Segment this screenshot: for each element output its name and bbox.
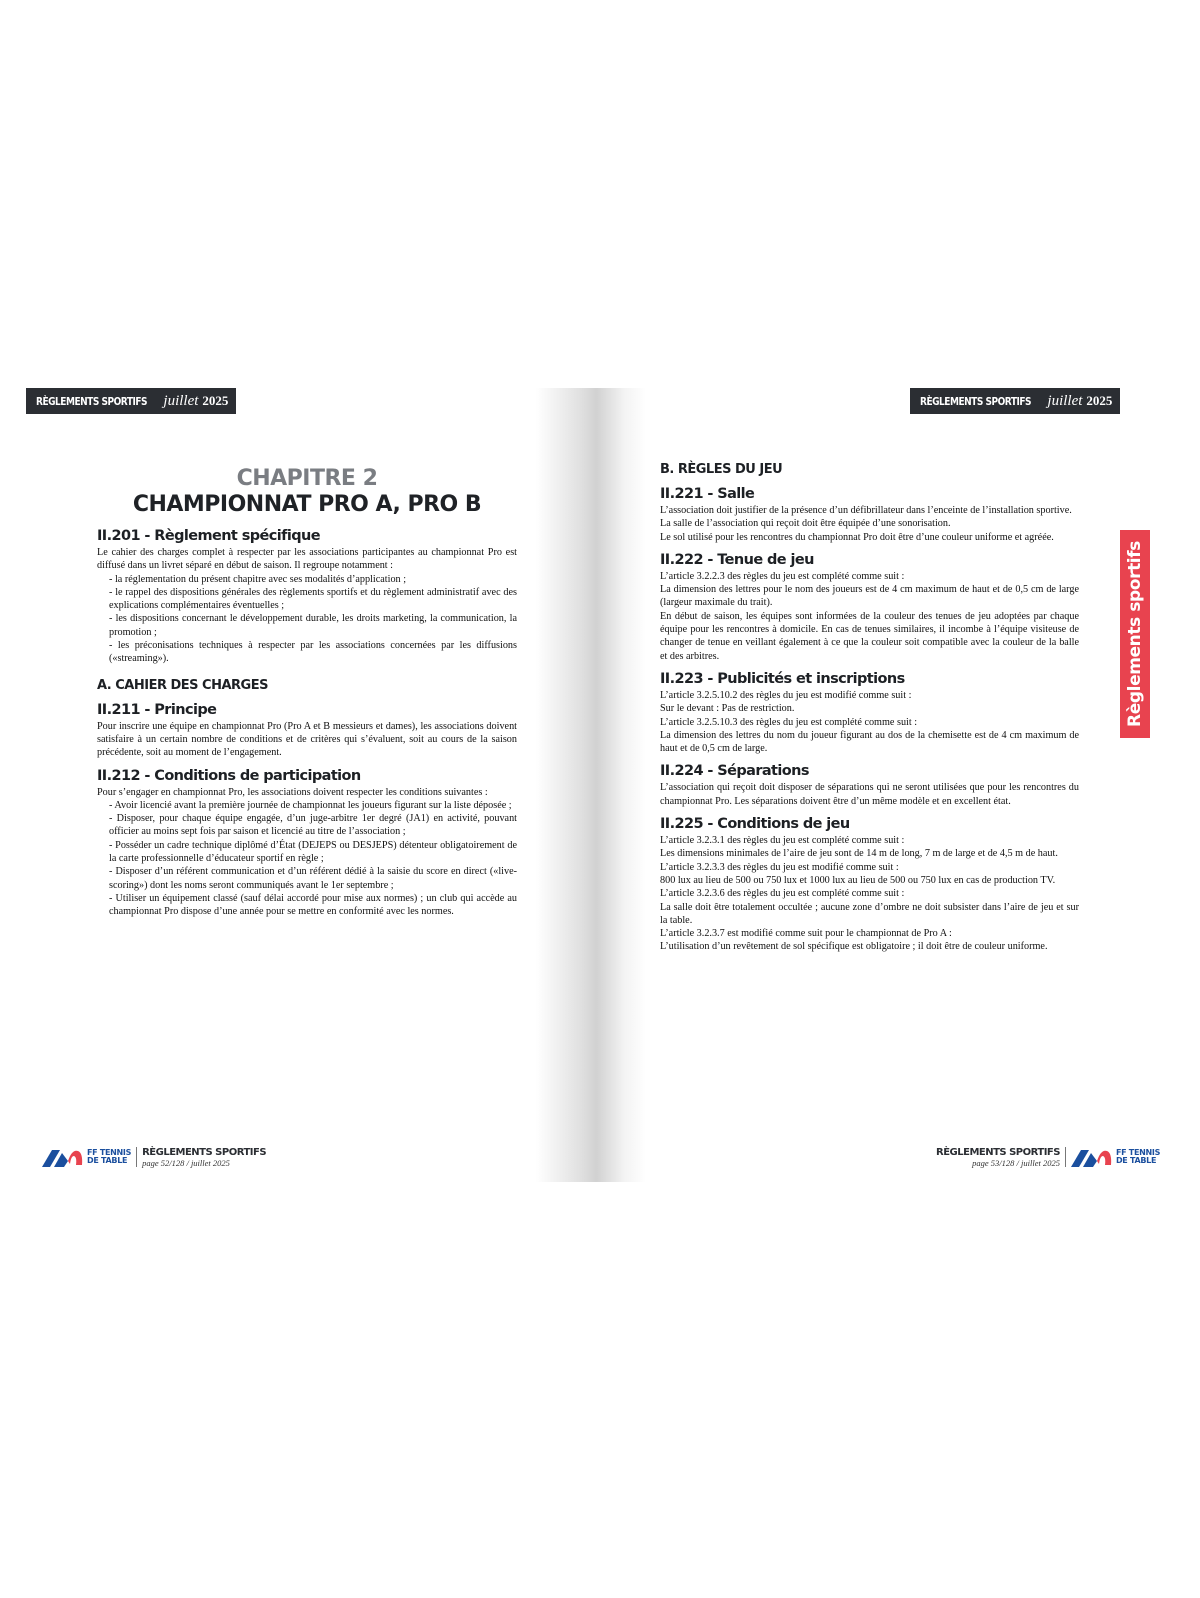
paragraph: En début de saison, les équipes sont informées de la couleur des tenues de jeu adoptées par chaque équipe pour les rencontres à domicile. En cas de tenues similaires, il incombe à l’équipe visiteuse de changer de tenue en veillant également à ce que la couleur soit compatible avec la couleur de la balle et des arbitres. [660,610,1079,662]
paragraph: Pour s’engager en championnat Pro, les associations doivent respecter les conditions suivantes : [97,786,488,798]
paragraph: L’article 3.2.5.10.2 des règles du jeu est modifié comme suit : [660,689,912,701]
paragraph: L’association qui reçoit doit disposer de séparations qui ne seront utilisées que pour les rencontres du championnat Pro. Les séparations doivent être d’un même modèle et en excellent état. [660,782,1079,807]
paragraph: 800 lux au lieu de 500 ou 750 lux et 1000 lux au lieu de 500 ou 750 lux en cas de production TV. [660,874,1056,886]
page-number: page 52/128 / juillet 2025 [142,1157,230,1168]
paragraph: L’article 3.2.2.3 des règles du jeu est complété comme suit : [660,570,905,582]
section-title-212: II.212 - Conditions de participation [97,767,361,784]
paragraph: L’article 3.2.3.1 des règles du jeu est complété comme suit : [660,835,905,847]
paragraph: La salle de l’association qui reçoit doit être équipée d’une sonorisation. [660,518,951,530]
section-title-225: II.225 - Conditions de jeu [660,816,850,833]
paragraph: La salle doit être totalement occultée ; aucune zone d’ombre ne doit subsister dans l’aire de jeu et sur la table. [660,901,1079,926]
subsection-title-a: A. CAHIER DES CHARGES [97,677,268,693]
chapter-title: CHAMPIONNAT PRO A, PRO B [132,492,482,517]
header-brand: RÈGLEMENTS SPORTIFS [36,394,148,408]
list-item: - Avoir licencié avant la première journée de championnat les joueurs figurant sur la liste déposée ; [109,799,512,811]
list-item: - Disposer, pour chaque équipe engagée, d’un juge-arbitre 1er degré (JA1) en activité, pouvant officier au moins sept fois par saison et licencié au titre de l’association ; [109,813,517,838]
right-page-content [660,462,1079,954]
paragraph: Sur le devant : Pas de restriction. [660,703,795,715]
list-item: - les dispositions concernant le développement durable, les droits marketing, la communication, la promotion ; [109,613,517,638]
header-year: 2025 [202,393,229,408]
subsection-title-b: B. RÈGLES DU JEU [660,462,783,477]
footer-brand: RÈGLEMENTS SPORTIFS [142,1146,267,1158]
paragraph: Le cahier des charges complet à respecter par les associations participantes au championnat Pro est diffusé dans un livret séparé en début de saison. Il regroupe notamment : [97,547,517,572]
paragraph: Pour inscrire une équipe en championnat Pro (Pro A et B messieurs et dames), les associations doivent satisfaire à un certain nombre de conditions et de critères qui s’évaluent, soit au cours de la saison précédente, soit au moment de l’engagement. [97,720,517,759]
side-tab-label: Règlements sportifs [1125,541,1145,727]
paragraph: Le sol utilisé pour les rencontres du championnat Pro doit être d’une couleur uniforme et agréée. [660,531,1054,543]
left-page-content [97,466,517,919]
right-page-footer [936,1144,1160,1170]
list-item: - le rappel des dispositions générales des règlements sportifs et du règlement administratif avec des explications complémentaires éventuelles ; [109,586,517,612]
section-title-221: II.221 - Salle [660,486,755,502]
page-gutter [536,388,646,1182]
list-item: - Utiliser un équipement classé (sauf délai accordé pour mise aux normes) ; un club qui accède au championnat Pro dispose d’une année pour se mettre en conformité avec les normes. [109,892,517,918]
logo-line-2: DE TABLE [87,1156,128,1165]
header-month: juillet [163,392,199,409]
section-title-223: II.223 - Publicités et inscriptions [660,670,905,687]
list-item: - les préconisations techniques à respecter par les associations concernées par les diffusions («streaming»). [109,640,517,665]
logo-line-1: FF TENNIS [1115,1148,1161,1157]
list-item: - la réglementation du présent chapitre avec ses modalités d’application ; [109,573,407,585]
section-title-201: II.201 - Règlement spécifique [97,528,320,544]
footer-brand: RÈGLEMENTS SPORTIFS [936,1146,1060,1158]
chapter-heading [97,466,517,518]
side-tab [1120,530,1150,738]
list-item: - Posséder un cadre technique diplômé d’État (DEJEPS ou DESJEPS) détenteur obligatoirement de la carte professionnelle d’éducateur sportif en règle ; [109,839,517,865]
paragraph: L’association doit justifier de la présence d’un défibrillateur dans l’enceinte de l’installation sportive. [660,505,1072,516]
header-brand: RÈGLEMENTS SPORTIFS [920,394,1032,408]
paragraph: L’utilisation d’un revêtement de sol spécifique est obligatoire ; il doit être de couleur uniforme. [660,941,1048,953]
fftt-logo [1071,1147,1160,1167]
page-number: page 53/128 / juillet 2025 [972,1157,1060,1168]
right-page-header [910,388,1120,414]
left-page-header [26,388,236,414]
paragraph: L’article 3.2.3.7 est modifié comme suit pour le championnat de Pro A : [660,928,952,940]
fftt-logo-icon [42,1147,84,1167]
paragraph: Les dimensions minimales de l’aire de jeu sont de 14 m de long, 7 m de large et de 4,5 m de haut. [660,848,1058,860]
paragraph: L’article 3.2.5.10.3 des règles du jeu est complété comme suit : [660,716,918,728]
fftt-logo [42,1147,131,1167]
paragraph: L’article 3.2.3.6 des règles du jeu est complété comme suit : [660,888,905,900]
paragraph: L’article 3.2.3.3 des règles du jeu est modifié comme suit : [660,861,899,873]
book-spread [26,388,1161,1182]
paragraph: La dimension des lettres pour le nom des joueurs est de 4 cm maximum de haut et de 0,5 cm de large (largeur maximale du trait). [660,584,1079,609]
header-month: juillet [1047,392,1083,409]
footer-divider [1065,1147,1066,1167]
fftt-logo-icon [1071,1147,1113,1167]
section-title-222: II.222 - Tenue de jeu [660,551,814,568]
paragraph: La dimension des lettres du nom du joueur figurant au dos de la chemisette est de 4 cm maximum de haut et de 0,5 cm de large. [660,729,1079,755]
chapter-number: CHAPITRE 2 [236,466,378,491]
section-title-224: II.224 - Séparations [660,763,809,780]
header-year: 2025 [1086,393,1113,408]
logo-line-2: DE TABLE [1115,1156,1157,1165]
left-page-footer [42,1144,266,1170]
logo-line-1: FF TENNIS [87,1148,132,1157]
section-title-211: II.211 - Principe [97,701,217,718]
footer-divider [136,1147,137,1167]
list-item: - Disposer d’un référent communication et d’un référent dédié à la saisie du score en direct («live-scoring») dont les noms seront communiqués avant le 1er septembre ; [109,866,517,891]
